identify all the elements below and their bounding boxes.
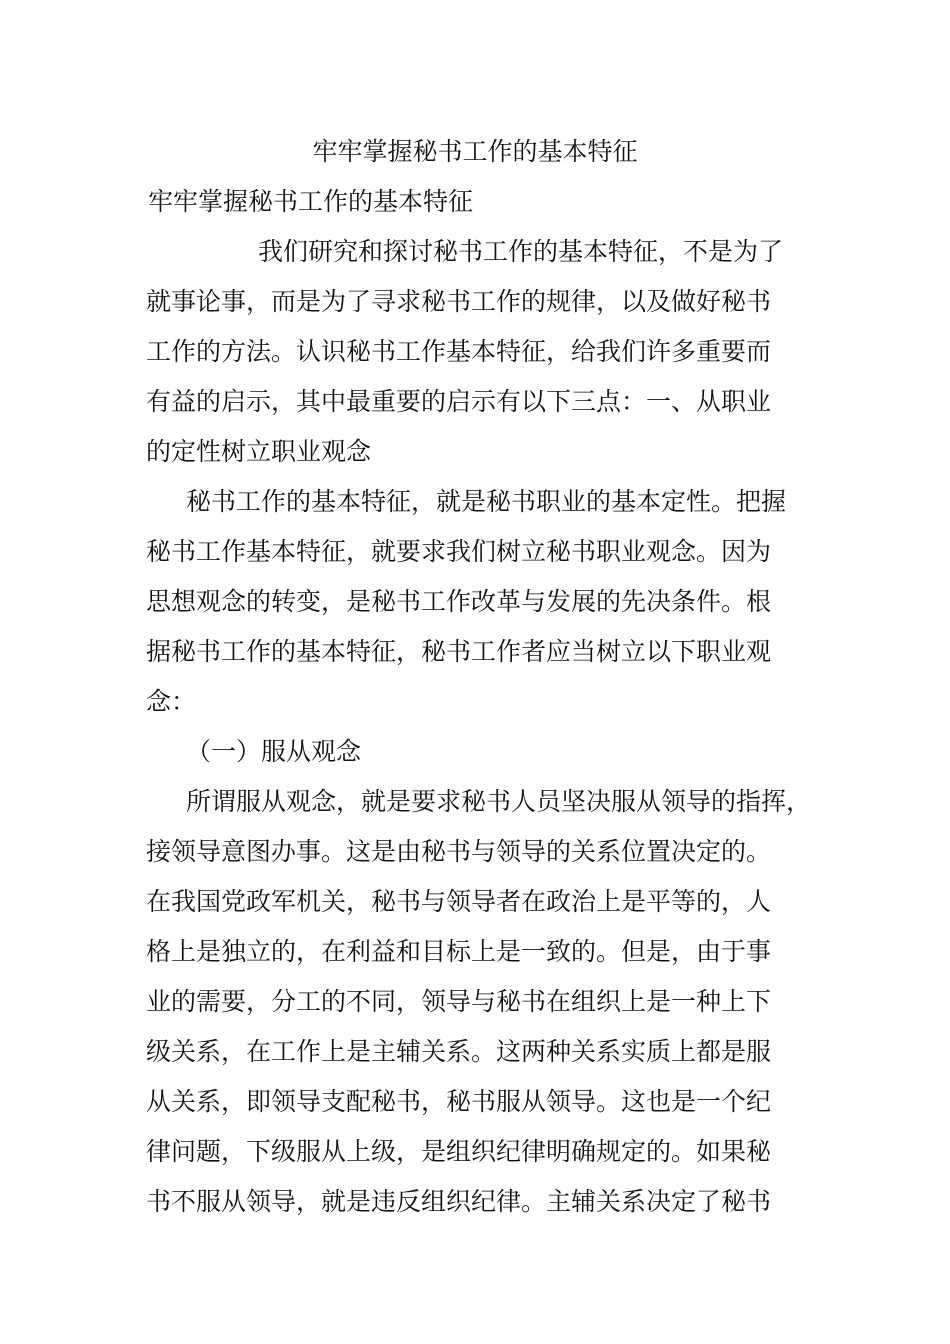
text-line-18: 从关系，即领导支配秘书，秘书服从领导。这也是一个纪 [146,1087,772,1116]
text-line-9: 据秘书工作的基本特征，秘书工作者应当树立以下职业观 [146,637,772,666]
text-line-7: 秘书工作基本特征，就要求我们树立秘书职业观念。因为 [146,537,772,566]
text-line-20: 书不服从领导，就是违反组织纪律。主辅关系决定了秘书 [146,1187,772,1216]
text-line-19: 律问题，下级服从上级，是组织纪律明确规定的。如果秘 [146,1137,772,1166]
text-line-1: 我们研究和探讨秘书工作的基本特征，不是为了 [258,237,784,266]
document-subtitle: 牢牢掌握秘书工作的基本特征 [148,187,474,216]
document-title: 牢牢掌握秘书工作的基本特征 [312,137,638,166]
text-line-5: 的定性树立职业观念 [146,437,372,466]
text-line-2: 就事论事，而是为了寻求秘书工作的规律，以及做好秘书 [146,287,772,316]
text-line-6: 秘书工作的基本特征，就是秘书职业的基本定性。把握 [186,487,787,516]
text-line-4: 有益的启示，其中最重要的启示有以下三点：一、从职业 [146,387,772,416]
text-line-13: 接领导意图办事。这是由秘书与领导的关系位置决定的。 [146,837,772,866]
text-line-8: 思想观念的转变，是秘书工作改革与发展的先决条件。根 [146,587,772,616]
text-line-15: 格上是独立的，在利益和目标上是一致的。但是，由于事 [146,937,772,966]
text-line-12: 所谓服从观念，就是要求秘书人员坚决服从领导的指挥， [186,787,812,816]
text-line-16: 业的需要，分工的不同，领导与秘书在组织上是一种上下 [146,987,772,1016]
section-heading: （一）服从观念 [186,737,362,766]
text-line-3: 工作的方法。认识秘书工作基本特征，给我们许多重要而 [146,337,772,366]
text-line-17: 级关系，在工作上是主辅关系。这两种关系实质上都是服 [146,1037,772,1066]
text-line-14: 在我国党政军机关，秘书与领导者在政治上是平等的，人 [146,887,772,916]
text-line-10: 念： [146,687,197,716]
